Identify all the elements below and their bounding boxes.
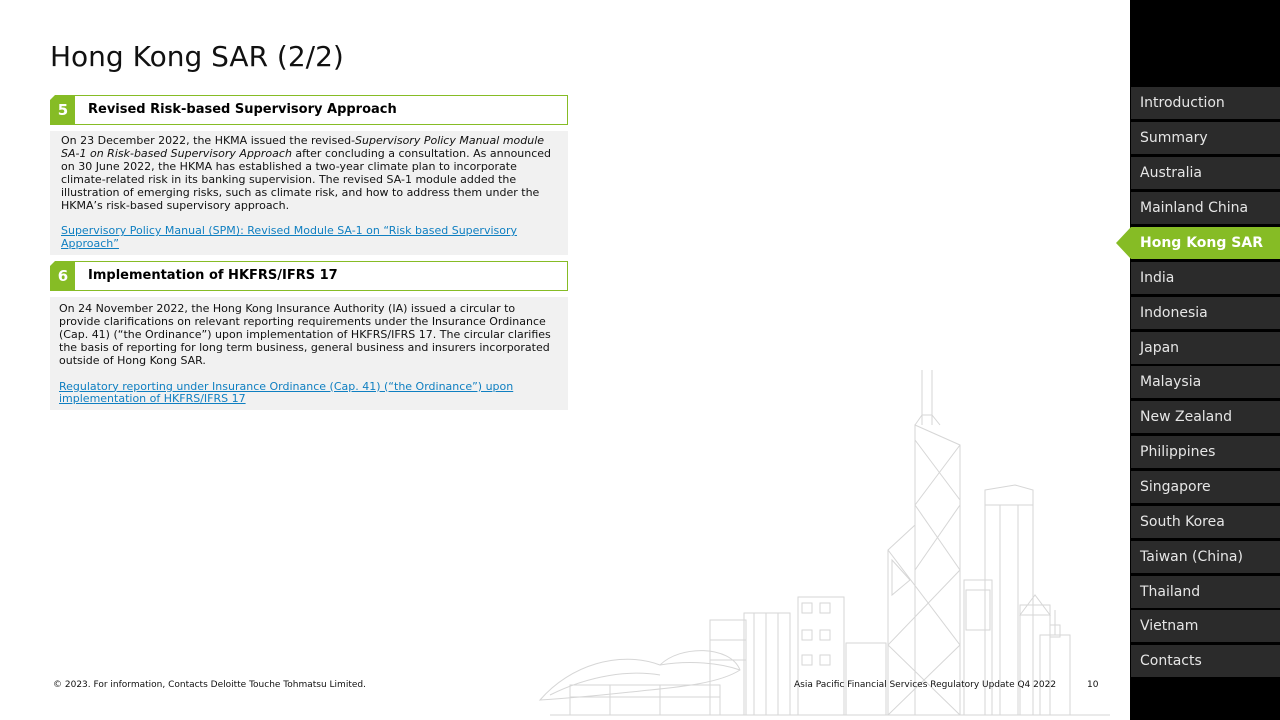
- section-paragraph: [61, 135, 560, 212]
- spm-module-link[interactable]: Supervisory Policy Manual (SPM): Revised Module SA-1 on “Risk based Supervisory Approach”: [61, 224, 518, 251]
- nav-item-contacts[interactable]: Contacts: [1131, 645, 1280, 677]
- nav-item-south-korea[interactable]: South Korea: [1131, 506, 1280, 538]
- nav-item-thailand[interactable]: Thailand: [1131, 576, 1280, 608]
- hong-kong-skyline-illustration: [530, 365, 1130, 720]
- section-header-6: [50, 261, 568, 291]
- regulatory-reporting-link[interactable]: Regulatory reporting under Insurance Ordinance (Cap. 41) (“the Ordinance”) upon implementation of HKFRS/IFRS 17: [59, 379, 514, 406]
- nav-item-summary[interactable]: Summary: [1131, 122, 1280, 154]
- paragraph-text: after concluding a consultation. As announced on 30 June 2022, the HKMA has established a two-year climate plan to incorporate climate-related risk in its banking supervision. The revised SA-1 module added the illustration of emerging risks, such as climate risk, and how to address them under the HKMA’s risk-based supervisory approach.: [61, 146, 552, 212]
- section-body-6: [50, 297, 568, 410]
- nav-item-vietnam[interactable]: Vietnam: [1131, 610, 1280, 642]
- section-title: Implementation of HKFRS/IFRS 17: [88, 268, 338, 283]
- document-title-italic: Supervisory Policy Manual module SA-1 on Risk-based Supervisory Approach: [61, 134, 545, 160]
- section-number: 6: [51, 262, 75, 290]
- nav-item-australia[interactable]: Australia: [1131, 157, 1280, 189]
- paragraph-text: On 23 December 2022, the HKMA issued the revised-: [61, 134, 356, 147]
- nav-item-malaysia[interactable]: Malaysia: [1131, 366, 1280, 398]
- section-title: Revised Risk-based Supervisory Approach: [88, 102, 397, 117]
- nav-item-singapore[interactable]: Singapore: [1131, 471, 1280, 503]
- page-title: Hong Kong SAR (2/2): [50, 40, 344, 73]
- nav-item-indonesia[interactable]: Indonesia: [1131, 297, 1280, 329]
- section-paragraph: On 24 November 2022, the Hong Kong Insurance Authority (IA) issued a circular to provide clarifications on relevant reporting requirements under the Insurance Ordinance (Cap. 41) (“the Ordinance”) upon implementation of HKFRS/IFRS 17. The circular clarifies the basis of reporting for long term business, general business and insurers incorporated outside of Hong Kong SAR.: [59, 302, 551, 367]
- section-number: 5: [51, 96, 75, 124]
- section-body-5: [50, 131, 568, 255]
- footer-publication-title: Asia Pacific Financial Services Regulatory Update Q4 2022: [794, 680, 1057, 690]
- nav-item-japan[interactable]: Japan: [1131, 332, 1280, 364]
- nav-item-taiwan-china[interactable]: Taiwan (China): [1131, 541, 1280, 573]
- nav-item-hong-kong-sar[interactable]: Hong Kong SAR: [1131, 227, 1280, 259]
- page-number: 10: [1087, 680, 1099, 690]
- section-header-5: [50, 95, 568, 125]
- nav-item-india[interactable]: India: [1131, 262, 1280, 294]
- nav-item-philippines[interactable]: Philippines: [1131, 436, 1280, 468]
- nav-item-new-zealand[interactable]: New Zealand: [1131, 401, 1280, 433]
- nav-item-mainland-china[interactable]: Mainland China: [1131, 192, 1280, 224]
- nav-item-introduction[interactable]: Introduction: [1131, 87, 1280, 119]
- active-nav-pointer: [1116, 227, 1131, 259]
- footer-copyright: © 2023. For information, Contacts Deloitte Touche Tohmatsu Limited.: [53, 680, 366, 690]
